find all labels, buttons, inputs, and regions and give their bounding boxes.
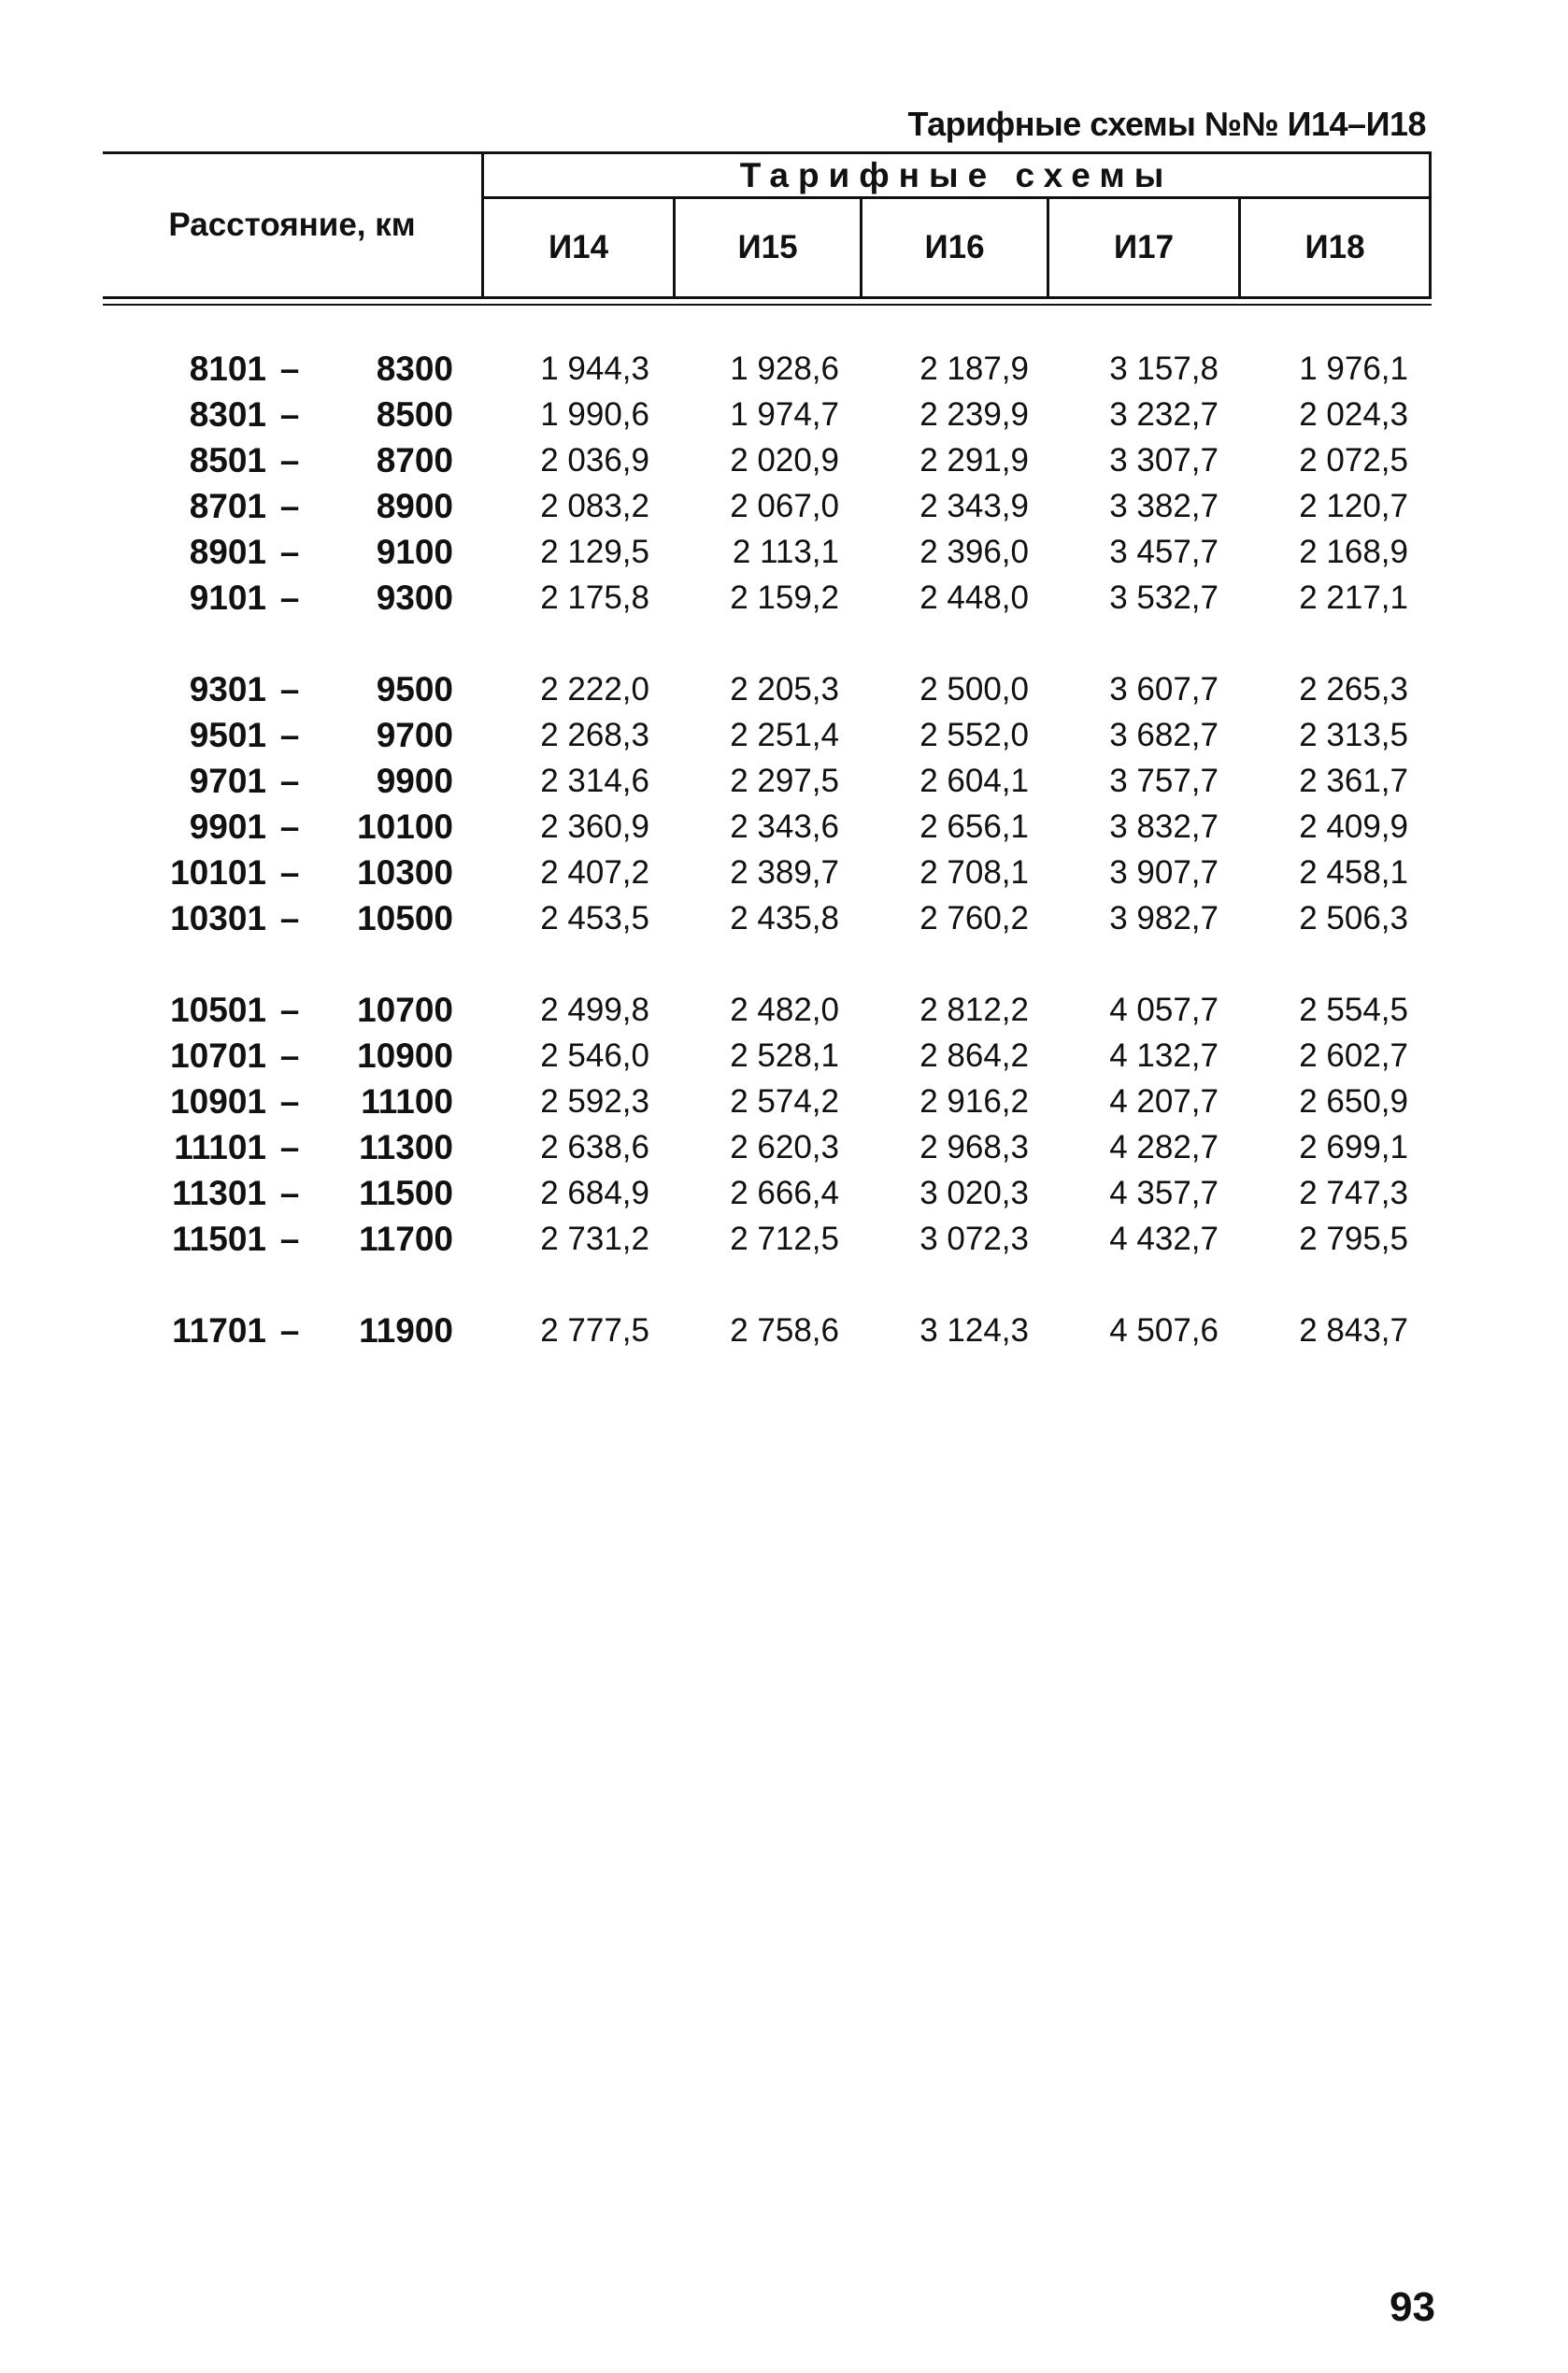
range-dash: – xyxy=(279,1036,300,1075)
range-from: 10301 xyxy=(170,898,266,937)
table-row xyxy=(103,483,1432,529)
range-dash: – xyxy=(279,669,300,708)
distance-range xyxy=(103,579,463,618)
distance-range xyxy=(103,808,463,847)
tariff-value-и14: 2 360,9 xyxy=(540,808,649,845)
table-row xyxy=(103,804,1432,850)
tariff-value-и16: 2 864,2 xyxy=(919,1036,1029,1074)
tariff-value-и15: 2 435,8 xyxy=(730,899,839,936)
tariff-value-и18: 2 650,9 xyxy=(1299,1082,1408,1120)
tariff-schemes-header: Тарифные схемы xyxy=(739,155,1174,194)
range-from: 9701 xyxy=(189,761,266,800)
page-header: Тарифные схемы №№ И14–И18 xyxy=(907,105,1426,143)
range-to: 9500 xyxy=(376,669,453,708)
tariff-value-и17: 3 682,7 xyxy=(1109,716,1219,753)
row-group xyxy=(103,1308,1432,1353)
tariff-value-и16: 2 812,2 xyxy=(919,991,1029,1028)
tariff-value-и18: 2 747,3 xyxy=(1299,1174,1408,1211)
range-from: 10901 xyxy=(170,1081,266,1121)
page-number: 93 xyxy=(1390,2284,1435,2330)
range-to: 8700 xyxy=(376,440,453,479)
tariff-value-и18: 2 409,9 xyxy=(1299,808,1408,845)
tariff-value-и15: 2 528,1 xyxy=(730,1036,839,1074)
range-dash: – xyxy=(279,761,300,800)
range-from: 10101 xyxy=(170,852,266,892)
tariff-value-и18: 2 361,7 xyxy=(1299,762,1408,799)
distance-range xyxy=(103,1036,463,1076)
range-from: 10701 xyxy=(170,1036,266,1075)
tariff-value-и18: 2 265,3 xyxy=(1299,670,1408,708)
range-dash: – xyxy=(279,990,300,1029)
row-group xyxy=(103,987,1432,1262)
range-from: 8101 xyxy=(189,349,266,388)
bottom-rule-thick xyxy=(103,296,1432,299)
tariff-value-и17: 3 832,7 xyxy=(1109,808,1219,845)
tariff-value-и16: 3 072,3 xyxy=(919,1220,1029,1257)
tariff-value-и17: 3 307,7 xyxy=(1109,441,1219,479)
distance-range xyxy=(103,670,463,709)
bottom-rule-thin xyxy=(103,304,1432,306)
column-header-i14: И14 xyxy=(548,229,609,265)
tariff-value-и15: 2 067,0 xyxy=(730,487,839,524)
distance-range xyxy=(103,487,463,526)
tariff-value-и18: 2 458,1 xyxy=(1299,853,1408,891)
range-to: 9100 xyxy=(376,532,453,571)
tariff-value-и14: 1 944,3 xyxy=(540,350,649,387)
distance-range xyxy=(103,1082,463,1122)
tariff-value-и17: 4 507,6 xyxy=(1109,1311,1219,1349)
tariff-value-и16: 2 343,9 xyxy=(919,487,1029,524)
range-from: 9501 xyxy=(189,715,266,754)
range-from: 11701 xyxy=(172,1310,266,1350)
tariff-value-и17: 3 382,7 xyxy=(1109,487,1219,524)
distance-header: Расстояние, км xyxy=(168,207,416,243)
range-from: 8501 xyxy=(189,440,266,479)
range-from: 8701 xyxy=(189,486,266,525)
tariff-value-и15: 2 113,1 xyxy=(732,533,839,570)
table-header xyxy=(103,151,1432,299)
tariff-value-и17: 3 157,8 xyxy=(1109,350,1219,387)
tariff-value-и17: 3 757,7 xyxy=(1109,762,1219,799)
tariff-value-и15: 1 974,7 xyxy=(730,395,839,433)
tariff-value-и18: 1 976,1 xyxy=(1299,350,1408,387)
tariff-value-и17: 4 207,7 xyxy=(1109,1082,1219,1120)
distance-range xyxy=(103,899,463,938)
tariff-value-и14: 2 731,2 xyxy=(540,1220,649,1257)
distance-range xyxy=(103,853,463,893)
table-row xyxy=(103,758,1432,804)
tariff-value-и17: 4 282,7 xyxy=(1109,1128,1219,1165)
table-row xyxy=(103,437,1432,483)
range-to: 10100 xyxy=(357,807,453,846)
table-body xyxy=(103,346,1432,1399)
table-row xyxy=(103,712,1432,758)
table-row xyxy=(103,575,1432,621)
tariff-value-и17: 3 907,7 xyxy=(1109,853,1219,891)
range-from: 8901 xyxy=(189,532,266,571)
table-row xyxy=(103,1170,1432,1216)
tariff-value-и17: 3 532,7 xyxy=(1109,579,1219,616)
range-from: 11101 xyxy=(174,1127,266,1166)
tariff-value-и17: 4 357,7 xyxy=(1109,1174,1219,1211)
range-dash: – xyxy=(279,1173,300,1212)
tariff-value-и15: 2 758,6 xyxy=(730,1311,839,1349)
tariff-value-и17: 3 232,7 xyxy=(1109,395,1219,433)
range-to: 11100 xyxy=(361,1081,453,1121)
column-header-i17: И17 xyxy=(1113,229,1175,265)
tariff-value-и14: 2 314,6 xyxy=(540,762,649,799)
tariff-value-и15: 2 205,3 xyxy=(730,670,839,708)
range-dash: – xyxy=(279,349,300,388)
tariff-value-и18: 2 699,1 xyxy=(1299,1128,1408,1165)
table-row xyxy=(103,850,1432,895)
column-header-i18: И18 xyxy=(1304,229,1365,265)
tariff-value-и17: 3 607,7 xyxy=(1109,670,1219,708)
distance-range xyxy=(103,1220,463,1259)
distance-range xyxy=(103,441,463,480)
range-to: 11300 xyxy=(359,1127,453,1166)
tariff-value-и17: 4 057,7 xyxy=(1109,991,1219,1028)
tariff-value-и14: 2 777,5 xyxy=(540,1311,649,1349)
tariff-value-и16: 2 968,3 xyxy=(919,1128,1029,1165)
row-group xyxy=(103,666,1432,941)
tariff-value-и14: 2 222,0 xyxy=(540,670,649,708)
tariff-value-и16: 2 656,1 xyxy=(919,808,1029,845)
tariff-value-и16: 2 760,2 xyxy=(919,899,1029,936)
tariff-value-и14: 2 036,9 xyxy=(540,441,649,479)
tariff-value-и16: 2 239,9 xyxy=(919,395,1029,433)
tariff-value-и16: 2 604,1 xyxy=(919,762,1029,799)
tariff-value-и15: 2 020,9 xyxy=(730,441,839,479)
tariff-value-и14: 2 638,6 xyxy=(540,1128,649,1165)
table-row xyxy=(103,987,1432,1033)
range-to: 11900 xyxy=(359,1310,453,1350)
range-dash: – xyxy=(279,852,300,892)
tariff-value-и18: 2 506,3 xyxy=(1299,899,1408,936)
table-row xyxy=(103,346,1432,392)
tariff-value-и15: 2 159,2 xyxy=(730,579,839,616)
range-from: 11301 xyxy=(172,1173,266,1212)
tariff-value-и18: 2 843,7 xyxy=(1299,1311,1408,1349)
tariff-value-и15: 2 389,7 xyxy=(730,853,839,891)
tariff-value-и14: 2 592,3 xyxy=(540,1082,649,1120)
range-to: 10500 xyxy=(357,898,453,937)
table-row xyxy=(103,1216,1432,1262)
distance-range xyxy=(103,991,463,1030)
tariff-value-и14: 2 268,3 xyxy=(540,716,649,753)
distance-range xyxy=(103,1128,463,1167)
range-dash: – xyxy=(279,807,300,846)
tariff-value-и17: 4 432,7 xyxy=(1109,1220,1219,1257)
tariff-value-и14: 1 990,6 xyxy=(540,395,649,433)
tariff-value-и18: 2 602,7 xyxy=(1299,1036,1408,1074)
tariff-value-и15: 2 574,2 xyxy=(730,1082,839,1120)
distance-range xyxy=(103,533,463,572)
range-dash: – xyxy=(279,1219,300,1258)
column-header-i16: И16 xyxy=(924,229,985,265)
tariff-value-и14: 2 546,0 xyxy=(540,1036,649,1074)
tariff-value-и15: 2 482,0 xyxy=(730,991,839,1028)
range-to: 10300 xyxy=(357,852,453,892)
tariff-value-и18: 2 072,5 xyxy=(1299,441,1408,479)
distance-range xyxy=(103,395,463,435)
tariff-value-и18: 2 217,1 xyxy=(1299,579,1408,616)
table-row xyxy=(103,895,1432,941)
tariff-value-и16: 2 291,9 xyxy=(919,441,1029,479)
distance-range xyxy=(103,1174,463,1213)
range-to: 10700 xyxy=(357,990,453,1029)
tariff-value-и16: 2 708,1 xyxy=(919,853,1029,891)
tariff-value-и15: 2 666,4 xyxy=(730,1174,839,1211)
range-dash: – xyxy=(279,1310,300,1350)
range-dash: – xyxy=(279,440,300,479)
tariff-value-и14: 2 175,8 xyxy=(540,579,649,616)
column-divider xyxy=(1429,151,1432,299)
tariff-value-и18: 2 168,9 xyxy=(1299,533,1408,570)
range-to: 8500 xyxy=(376,394,453,434)
column-header-i15: И15 xyxy=(737,229,798,265)
table-row xyxy=(103,1124,1432,1170)
tariff-value-и16: 2 187,9 xyxy=(919,350,1029,387)
row-group xyxy=(103,346,1432,621)
range-from: 11501 xyxy=(172,1219,266,1258)
table-row xyxy=(103,1308,1432,1353)
range-to: 9300 xyxy=(376,578,453,617)
tariff-value-и15: 2 343,6 xyxy=(730,808,839,845)
table-row xyxy=(103,1033,1432,1079)
tariff-value-и16: 2 500,0 xyxy=(919,670,1029,708)
tariff-value-и15: 2 297,5 xyxy=(730,762,839,799)
tariff-value-и14: 2 499,8 xyxy=(540,991,649,1028)
tariff-value-и18: 2 313,5 xyxy=(1299,716,1408,753)
distance-range xyxy=(103,716,463,755)
tariff-value-и16: 2 552,0 xyxy=(919,716,1029,753)
table-row xyxy=(103,1079,1432,1124)
tariff-value-и18: 2 795,5 xyxy=(1299,1220,1408,1257)
tariff-value-и14: 2 129,5 xyxy=(540,533,649,570)
tariff-value-и16: 2 448,0 xyxy=(919,579,1029,616)
range-dash: – xyxy=(279,532,300,571)
range-from: 10501 xyxy=(170,990,266,1029)
tariff-value-и15: 2 251,4 xyxy=(730,716,839,753)
range-dash: – xyxy=(279,394,300,434)
tariff-value-и16: 2 396,0 xyxy=(919,533,1029,570)
range-from: 8301 xyxy=(189,394,266,434)
tariff-value-и14: 2 453,5 xyxy=(540,899,649,936)
range-dash: – xyxy=(279,898,300,937)
tariff-value-и16: 3 124,3 xyxy=(919,1311,1029,1349)
tariff-value-и17: 4 132,7 xyxy=(1109,1036,1219,1074)
tariff-value-и16: 3 020,3 xyxy=(919,1174,1029,1211)
tariff-value-и18: 2 024,3 xyxy=(1299,395,1408,433)
tariff-value-и18: 2 554,5 xyxy=(1299,991,1408,1028)
tariff-value-и17: 3 982,7 xyxy=(1109,899,1219,936)
range-to: 8900 xyxy=(376,486,453,525)
table-row xyxy=(103,529,1432,575)
distance-range xyxy=(103,1311,463,1351)
distance-range xyxy=(103,762,463,801)
range-to: 8300 xyxy=(376,349,453,388)
range-dash: – xyxy=(279,1127,300,1166)
range-to: 9900 xyxy=(376,761,453,800)
tariff-value-и14: 2 083,2 xyxy=(540,487,649,524)
tariff-value-и14: 2 684,9 xyxy=(540,1174,649,1211)
range-to: 11700 xyxy=(359,1219,453,1258)
tariff-value-и15: 1 928,6 xyxy=(730,350,839,387)
tariff-value-и18: 2 120,7 xyxy=(1299,487,1408,524)
range-to: 9700 xyxy=(376,715,453,754)
table-row xyxy=(103,392,1432,437)
tariff-value-и15: 2 712,5 xyxy=(730,1220,839,1257)
range-dash: – xyxy=(279,715,300,754)
tariff-value-и17: 3 457,7 xyxy=(1109,533,1219,570)
range-from: 9101 xyxy=(189,578,266,617)
table-row xyxy=(103,666,1432,712)
range-dash: – xyxy=(279,578,300,617)
range-dash: – xyxy=(279,1081,300,1121)
tariff-value-и14: 2 407,2 xyxy=(540,853,649,891)
range-to: 11500 xyxy=(359,1173,453,1212)
range-from: 9301 xyxy=(189,669,266,708)
tariff-value-и15: 2 620,3 xyxy=(730,1128,839,1165)
range-from: 9901 xyxy=(189,807,266,846)
distance-range xyxy=(103,350,463,389)
range-to: 10900 xyxy=(357,1036,453,1075)
range-dash: – xyxy=(279,486,300,525)
tariff-value-и16: 2 916,2 xyxy=(919,1082,1029,1120)
